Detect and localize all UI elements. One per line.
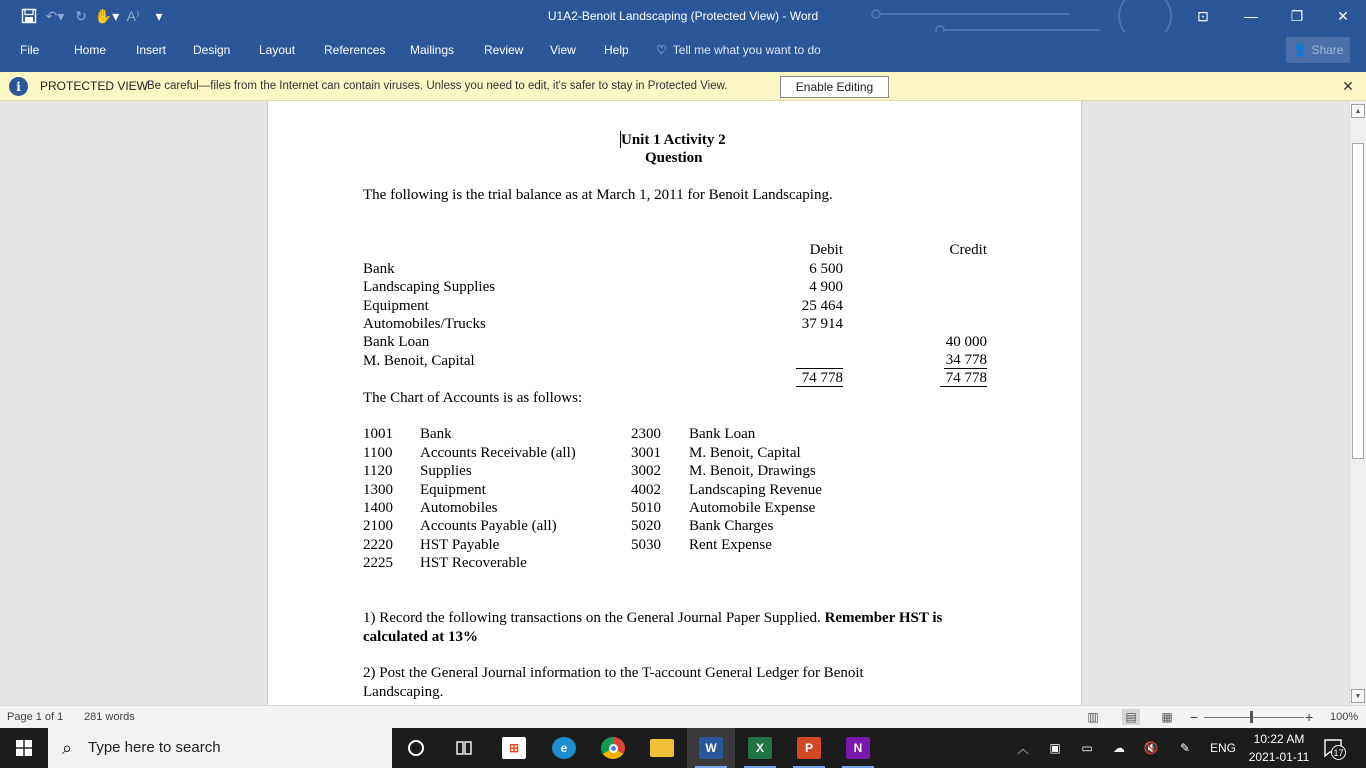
coa-code: 5030	[631, 537, 661, 553]
share-button[interactable]	[1286, 37, 1350, 63]
tb-account: Bank	[363, 261, 395, 277]
coa-name: Bank	[420, 426, 452, 442]
tab-help[interactable]: Help	[604, 43, 629, 57]
zoom-slider-thumb[interactable]	[1250, 711, 1253, 723]
close-button[interactable]: ✕	[1337, 7, 1349, 24]
zoom-level[interactable]: 100%	[1330, 711, 1359, 723]
coa-code: 2225	[363, 555, 393, 571]
tb-credit: 34 778	[945, 352, 987, 368]
scroll-thumb[interactable]	[1352, 143, 1364, 459]
tab-file[interactable]: File	[20, 43, 40, 57]
customize-qat-icon[interactable]: ▾	[155, 7, 163, 24]
lightbulb-icon: ♡	[656, 43, 667, 57]
debit-total-rule	[796, 368, 843, 369]
coa-code: 2220	[363, 537, 393, 553]
taskbar-search[interactable]	[48, 728, 392, 768]
onedrive-icon[interactable]: ☁	[1113, 741, 1125, 755]
instruction-1-bold-cont: calculated at 13%	[363, 629, 478, 645]
coa-code: 3001	[631, 445, 661, 461]
search-icon: ⌕	[62, 738, 73, 758]
coa-code: 1120	[363, 463, 393, 479]
status-bar	[0, 705, 1366, 728]
tb-account: Landscaping Supplies	[363, 279, 496, 295]
coa-name: Equipment	[420, 482, 486, 498]
tell-me-box[interactable]	[656, 32, 821, 68]
window-title: U1A2-Benoit Landscaping (Protected View) - Word	[547, 9, 819, 23]
ribbon-decoration	[870, 0, 1190, 32]
coa-name: HST Recoverable	[420, 555, 527, 571]
protected-view-message: Be careful—files from the Internet can contain viruses. Unless you need to edit, it's safer to stay in Protected View.	[147, 80, 728, 92]
quick-access-toolbar	[0, 0, 172, 32]
coa-code: 2100	[363, 518, 393, 534]
coa-code: 5010	[631, 500, 661, 516]
system-clock[interactable]	[1244, 730, 1314, 766]
info-icon: i	[9, 77, 28, 96]
instruction-2-cont: Landscaping.	[363, 684, 444, 700]
redo-icon[interactable]: ↻	[75, 7, 87, 24]
zoom-slider-track[interactable]	[1204, 717, 1304, 718]
notification-center-icon[interactable]	[1322, 736, 1346, 760]
tb-debit: 37 914	[801, 316, 843, 332]
read-mode-icon[interactable]: ▥	[1087, 710, 1099, 724]
coa-name: Bank Charges	[689, 518, 774, 534]
coa-name: Automobile Expense	[689, 500, 816, 516]
tb-debit: 4 900	[809, 279, 843, 295]
clock-time: 10:22 AM	[1253, 732, 1305, 746]
coa-name: Rent Expense	[689, 537, 772, 553]
coa-code: 2300	[631, 426, 661, 442]
coa-name: Bank Loan	[689, 426, 756, 442]
windows-start-icon[interactable]	[0, 728, 48, 768]
coa-code: 1400	[363, 500, 393, 516]
restore-button[interactable]: ❐	[1290, 7, 1304, 24]
zoom-out-icon[interactable]: −	[1190, 709, 1199, 725]
protected-view-label: PROTECTED VIEW	[40, 79, 149, 93]
search-placeholder: Type here to search	[88, 739, 221, 756]
read-aloud-icon[interactable]: A⁾	[126, 7, 140, 24]
device-icon[interactable]: ▣	[1049, 741, 1061, 755]
word-count[interactable]: 281 words	[84, 711, 135, 723]
credit-header: Credit	[949, 242, 987, 258]
instruction-1	[363, 609, 942, 627]
person-icon: 👤	[1292, 43, 1308, 57]
battery-icon[interactable]: ▭	[1081, 741, 1093, 755]
tab-layout[interactable]: Layout	[259, 43, 296, 57]
coa-code: 5020	[631, 518, 661, 534]
title-bar	[0, 0, 1366, 32]
zoom-in-icon[interactable]: +	[1305, 709, 1314, 725]
cortana-icon[interactable]	[392, 728, 440, 768]
coa-name: HST Payable	[420, 537, 500, 553]
language-indicator[interactable]: ENG	[1209, 741, 1236, 755]
coa-code: 1100	[363, 445, 393, 461]
tab-design[interactable]: Design	[193, 43, 231, 57]
instruction-1-bold: Remember HST is	[824, 610, 943, 626]
ribbon-display-options-icon[interactable]: ⊡	[1197, 7, 1209, 24]
doc-subtitle: Question	[645, 150, 703, 166]
tell-me-text: Tell me what you want to do	[672, 43, 821, 57]
coa-code: 3002	[631, 463, 661, 479]
tb-account: Automobiles/Trucks	[363, 316, 486, 332]
tab-references[interactable]: References	[324, 43, 386, 57]
tab-mailings[interactable]: Mailings	[410, 43, 455, 57]
excel-taskbar-icon[interactable]: X	[736, 728, 784, 768]
chart-intro: The Chart of Accounts is as follows:	[363, 390, 583, 406]
volume-muted-icon[interactable]: 🔇	[1143, 741, 1159, 755]
document-area[interactable]	[0, 101, 1348, 705]
instruction-2: 2) Post the General Journal information to the T-account General Ledger for Benoit	[363, 665, 864, 681]
edge-icon[interactable]: e	[540, 728, 588, 768]
coa-name: Supplies	[420, 463, 472, 479]
scroll-down-icon[interactable]: ▼	[1351, 689, 1365, 703]
save-icon[interactable]	[16, 0, 42, 32]
ribbon-tabs	[0, 32, 1366, 72]
window-controls	[1180, 0, 1366, 32]
coa-code: 1300	[363, 482, 393, 498]
coa-name: Accounts Receivable (all)	[420, 445, 576, 461]
clock-date: 2021-01-11	[1248, 750, 1310, 764]
credit-total: 74 778	[940, 370, 987, 387]
enable-editing-button[interactable]: Enable Editing	[780, 76, 889, 98]
page-count[interactable]: Page 1 of 1	[7, 711, 64, 723]
powerpoint-taskbar-icon[interactable]: P	[785, 728, 833, 768]
print-layout-icon[interactable]: ▤	[1122, 709, 1140, 725]
tb-account: M. Benoit, Capital	[363, 353, 475, 369]
document-page[interactable]	[267, 101, 1082, 705]
tb-credit: 40 000	[945, 334, 987, 350]
pen-icon[interactable]: ✎	[1179, 741, 1191, 755]
coa-name: M. Benoit, Capital	[689, 445, 801, 461]
instruction-1-text: 1) Record the following transactions on the General Journal Paper Supplied.	[363, 610, 825, 626]
onenote-taskbar-icon[interactable]: N	[834, 728, 882, 768]
notification-count: 17	[1331, 745, 1346, 760]
tb-debit: 6 500	[809, 261, 843, 277]
store-icon[interactable]: ⊞	[490, 728, 538, 768]
coa-code: 1001	[363, 426, 393, 442]
coa-code: 4002	[631, 482, 661, 498]
touch-mode-icon[interactable]: ✋▾	[94, 7, 120, 24]
doc-title: Unit 1 Activity 2	[621, 132, 726, 148]
share-label: Share	[1311, 43, 1344, 57]
protected-view-bar	[0, 72, 1366, 101]
task-view-icon[interactable]	[440, 728, 488, 768]
debit-header: Debit	[809, 242, 843, 258]
taskbar	[0, 728, 1366, 768]
tb-account: Equipment	[363, 298, 429, 314]
coa-name: Landscaping Revenue	[689, 482, 822, 498]
undo-icon[interactable]: ↶▾	[45, 7, 65, 24]
chrome-icon[interactable]	[589, 728, 637, 768]
file-explorer-icon[interactable]	[638, 728, 686, 768]
close-icon[interactable]: ✕	[1342, 77, 1354, 94]
doc-intro: The following is the trial balance as at March 1, 2011 for Benoit Landscaping.	[363, 187, 833, 203]
coa-name: M. Benoit, Drawings	[689, 463, 816, 479]
tab-review[interactable]: Review	[484, 43, 524, 57]
minimize-button[interactable]: ―	[1244, 8, 1258, 24]
coa-name: Automobiles	[420, 500, 498, 516]
web-layout-icon[interactable]: ▦	[1161, 710, 1173, 724]
coa-name: Accounts Payable (all)	[420, 518, 557, 534]
scroll-up-icon[interactable]: ▲	[1351, 104, 1365, 118]
tab-view[interactable]: View	[550, 43, 576, 57]
word-taskbar-icon[interactable]: W	[687, 728, 735, 768]
debit-total: 74 778	[796, 370, 843, 387]
tab-insert[interactable]: Insert	[136, 43, 167, 57]
show-hidden-icons[interactable]: ︿	[1016, 741, 1029, 756]
tb-account: Bank Loan	[363, 334, 430, 350]
tab-home[interactable]: Home	[74, 43, 107, 57]
vertical-scrollbar[interactable]	[1349, 101, 1366, 705]
tb-debit: 25 464	[801, 298, 843, 314]
